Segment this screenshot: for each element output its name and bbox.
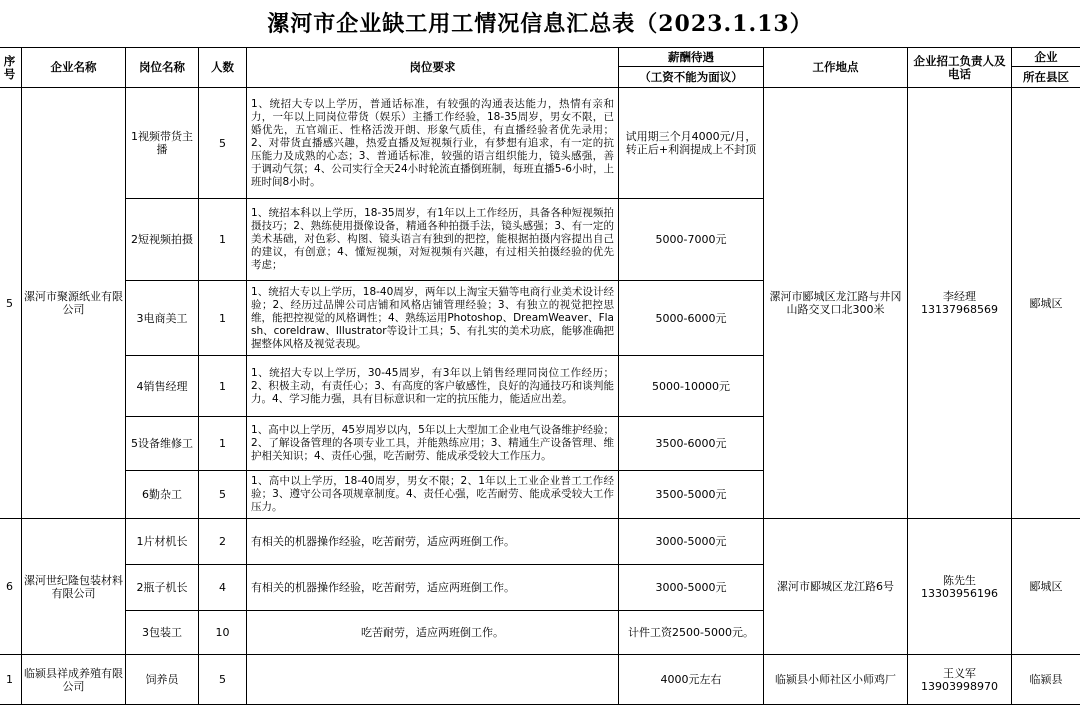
header-salary: 薪酬待遇 <box>619 48 764 67</box>
count-cell: 4 <box>199 565 247 611</box>
job-table <box>0 47 1080 705</box>
position-cell: 1片材机长 <box>126 519 199 565</box>
header-requirements: 岗位要求 <box>247 48 619 88</box>
contact-phone: 13303956196 <box>910 587 1009 600</box>
count-cell: 1 <box>199 356 247 417</box>
header-count: 人数 <box>199 48 247 88</box>
seq-cell: 1 <box>0 655 22 705</box>
contact-cell <box>908 88 1012 519</box>
district-cell: 郾城区 <box>1012 519 1080 655</box>
salary-cell: 3500-5000元 <box>619 471 764 519</box>
location-cell: 临颍县小师社区小师鸡厂 <box>764 655 908 705</box>
salary-cell: 3500-6000元 <box>619 417 764 471</box>
count-cell: 1 <box>199 199 247 281</box>
count-cell: 5 <box>199 471 247 519</box>
position-cell: 3电商美工 <box>126 281 199 356</box>
position-cell: 1视频带货主播 <box>126 88 199 199</box>
table-row <box>0 88 1080 199</box>
contact-phone: 13903998970 <box>910 680 1009 693</box>
header-contact: 企业招工负责人及电话 <box>908 48 1012 88</box>
page-title: 漯河市企业缺工用工情况信息汇总表（2023.1.13） <box>0 0 1080 48</box>
position-cell: 2瓶子机长 <box>126 565 199 611</box>
requirements-cell: 1、统招大专以上学历，30-45周岁，有3年以上销售经理同岗位工作经历；2、积极主动，有责任心；3、有高度的客户敏感性，良好的沟通技巧和谈判能力。4、学习能力强，具有目标意识和一定的抗压能力，能适应出差。 <box>247 356 619 417</box>
contact-cell <box>908 655 1012 705</box>
location-cell: 漯河市郾城区龙江路6号 <box>764 519 908 655</box>
salary-cell: 试用期三个月4000元/月，转正后+利润提成上不封顶 <box>619 88 764 199</box>
district-cell: 郾城区 <box>1012 88 1080 519</box>
company-name: 漯河市聚源纸业有限公司 <box>22 88 126 519</box>
salary-cell: 5000-10000元 <box>619 356 764 417</box>
salary-cell: 5000-7000元 <box>619 199 764 281</box>
contact-name: 王义军 <box>910 667 1009 680</box>
requirements-cell <box>247 655 619 705</box>
contact-phone: 13137968569 <box>910 303 1009 316</box>
contact-cell <box>908 519 1012 655</box>
requirements-cell: 吃苦耐劳，适应两班倒工作。 <box>247 611 619 655</box>
requirements-cell: 1、统招大专以上学历，普通话标准，有较强的沟通表达能力，热情有亲和力，一年以上同岗位带货（娱乐）主播工作经验，18-35周岁，男女不限，已婚优先，五官端正、性格活泼开朗、形象气质佳，有直播经验者优先录用；2、对带货直播感兴趣，热爱直播及短视频行业，有梦想有追求，有一定的抗压能力及成熟的心态；3、普通话标准，较强的语言组织能力，镜头感强，善于调动气氛；4、公司实行全天24小时轮流直播倒班制，每班直播5-6小时，上班时间8小时。 <box>247 88 619 199</box>
location-cell: 漯河市郾城区龙江路与井冈山路交叉口北300米 <box>764 88 908 519</box>
table-row <box>0 519 1080 565</box>
requirements-cell: 有相关的机器操作经验，吃苦耐劳，适应两班倒工作。 <box>247 565 619 611</box>
position-cell: 5设备维修工 <box>126 417 199 471</box>
contact-name: 陈先生 <box>910 574 1009 587</box>
header-location: 工作地点 <box>764 48 908 88</box>
requirements-cell: 1、高中以上学历，18-40周岁，男女不限；2、1年以上工业企业普工工作经验；3、遵守公司各项规章制度。4、责任心强，吃苦耐劳、能成承受较大工作压力。 <box>247 471 619 519</box>
position-cell: 6勤杂工 <box>126 471 199 519</box>
header-district-sub: 所在县区 <box>1012 67 1080 88</box>
table-row <box>0 655 1080 705</box>
district-cell: 临颍县 <box>1012 655 1080 705</box>
position-cell: 4销售经理 <box>126 356 199 417</box>
salary-cell: 4000元左右 <box>619 655 764 705</box>
position-cell: 3包装工 <box>126 611 199 655</box>
count-cell: 1 <box>199 417 247 471</box>
company-name: 临颍县祥成养殖有限公司 <box>22 655 126 705</box>
header-position: 岗位名称 <box>126 48 199 88</box>
header-salary-note: （工资不能为面议） <box>619 67 764 88</box>
count-cell: 2 <box>199 519 247 565</box>
requirements-cell: 有相关的机器操作经验，吃苦耐劳，适应两班倒工作。 <box>247 519 619 565</box>
count-cell: 10 <box>199 611 247 655</box>
count-cell: 5 <box>199 88 247 199</box>
requirements-cell: 1、统招本科以上学历，18-35周岁，有1年以上工作经历，具备各种短视频拍摄技巧；2、熟练使用摄像设备，精通各种拍摄手法，镜头感强；3、有一定的美术基础，对色彩、构图、镜头语言有独到的把控，能根据拍摄内容提出自己的建议，有创意；4、懂短视频，对短视频有兴趣，有过相关拍摄经验的优先考虑； <box>247 199 619 281</box>
header-district: 企业 <box>1012 48 1080 67</box>
header-seq: 序号 <box>0 48 22 88</box>
header-company: 企业名称 <box>22 48 126 88</box>
salary-cell: 计件工资2500-5000元。 <box>619 611 764 655</box>
seq-cell: 6 <box>0 519 22 655</box>
count-cell: 5 <box>199 655 247 705</box>
requirements-cell: 1、统招大专以上学历，18-40周岁，两年以上淘宝天猫等电商行业美术设计经验；2、经历过品牌公司店铺和风格店铺管理经验；3、有独立的视觉把控思维，能把控视觉的风格调性；4、熟练运用Photoshop、DreamWeaver、Flash、coreldraw、Illustrator等设计工具；5、有扎实的美术功底，能够准确把握整体风格及视觉表现。 <box>247 281 619 356</box>
count-cell: 1 <box>199 281 247 356</box>
seq-cell: 5 <box>0 88 22 519</box>
salary-cell: 3000-5000元 <box>619 565 764 611</box>
position-cell: 饲养员 <box>126 655 199 705</box>
salary-cell: 5000-6000元 <box>619 281 764 356</box>
company-name: 漯河世纪隆包装材料有限公司 <box>22 519 126 655</box>
contact-name: 李经理 <box>910 290 1009 303</box>
position-cell: 2短视频拍摄 <box>126 199 199 281</box>
requirements-cell: 1、高中以上学历，45岁周岁以内，5年以上大型加工企业电气设备维护经验；2、了解设备管理的各项专业工具，并能熟练应用；3、精通生产设备管理、维护相关知识；4、责任心强，吃苦耐劳、能成承受较大工作压力。 <box>247 417 619 471</box>
salary-cell: 3000-5000元 <box>619 519 764 565</box>
